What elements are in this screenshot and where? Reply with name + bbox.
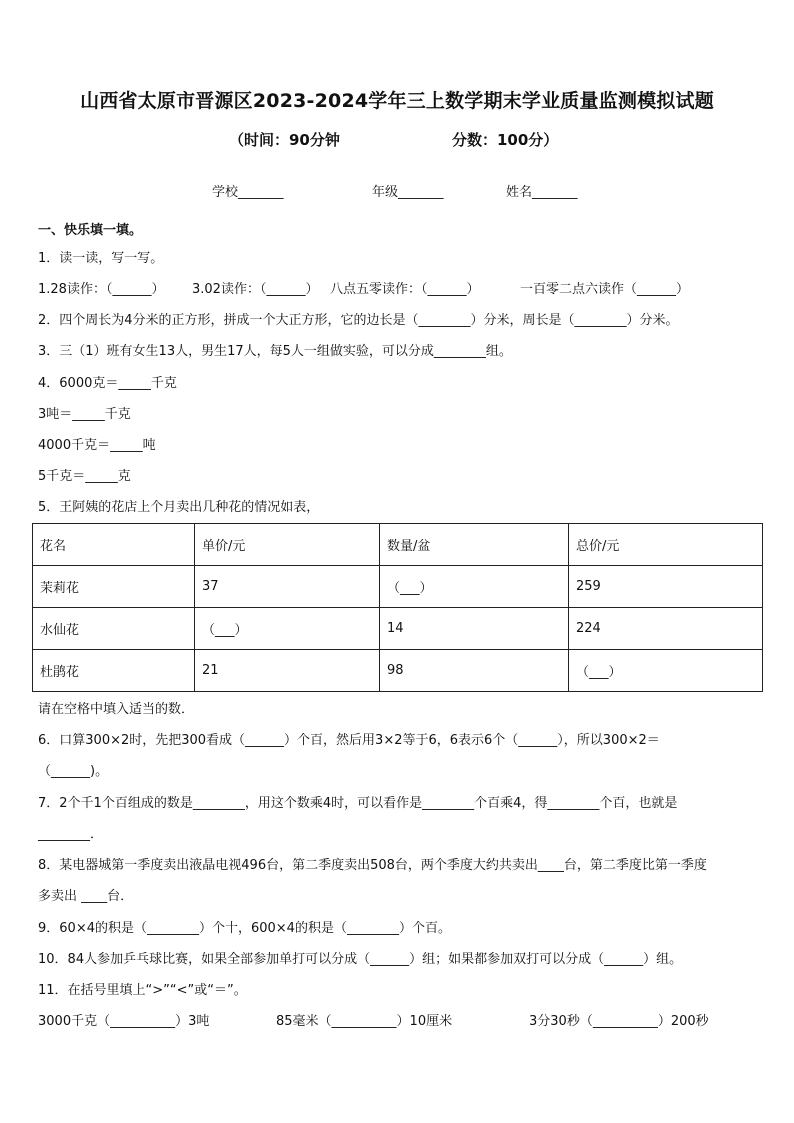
flower-sales-table	[32, 523, 763, 692]
question-11c: 3分30秒（__________）200秒	[529, 1014, 709, 1029]
section-heading: 一、快乐填一填。	[38, 223, 143, 238]
question-6-line1: 6．口算300×2时，先把300看成（______）个百，然后用3×2等于6，6表示6个（______），所以300×2＝	[38, 733, 660, 748]
table-cell: 水仙花	[33, 608, 195, 650]
table-cell: 杜鹃花	[33, 650, 195, 692]
school-field: 学校_______	[212, 185, 284, 200]
table-cell: 茉莉花	[33, 566, 195, 608]
question-4c: 4000千克＝_____吨	[38, 438, 156, 453]
question-4d: 5千克＝_____克	[38, 469, 131, 484]
exam-time: （时间：90分钟	[229, 131, 340, 149]
question-1: 1．读一读，写一写。	[38, 251, 164, 266]
table-header: 总价/元	[569, 524, 763, 566]
question-8-line2: 多卖出 ____台．	[38, 889, 134, 904]
table-row	[33, 566, 763, 608]
table-header: 花名	[33, 524, 195, 566]
exam-score: 分数：100分）	[452, 131, 559, 149]
question-4a: 4．6000克＝_____千克	[38, 376, 177, 391]
table-cell: 98	[380, 650, 569, 692]
question-5: 5．王阿姨的花店上个月卖出几种花的情况如表，	[38, 500, 320, 515]
table-cell: （___）	[380, 566, 569, 608]
question-6-line2: （______)。	[38, 764, 109, 779]
question-1c: 八点五零读作：（______）	[330, 282, 480, 297]
question-5-note: 请在空格中填入适当的数．	[38, 702, 195, 717]
table-cell: 37	[195, 566, 380, 608]
question-10: 10．84人参加乒乓球比赛，如果全部参加单打可以分成（______）组；如果都参加双打可以分成（______）组。	[38, 952, 683, 967]
table-header: 数量/盆	[380, 524, 569, 566]
table-cell: 224	[569, 608, 763, 650]
question-1a: 1.28读作：（______）	[38, 282, 165, 297]
name-field: 姓名_______	[506, 185, 578, 200]
table-cell: 259	[569, 566, 763, 608]
table-row	[33, 608, 763, 650]
question-3: 3．三（1）班有女生13人，男生17人，每5人一组做实验，可以分成________组。	[38, 344, 512, 359]
question-11a: 3000千克（__________）3吨	[38, 1014, 210, 1029]
table-header: 单价/元	[195, 524, 380, 566]
question-9: 9．60×4的积是（________）个十，600×4的积是（________）个百。	[38, 921, 451, 936]
question-4b: 3吨＝_____千克	[38, 407, 131, 422]
page-title: 山西省太原市晋源区2023-2024学年三上数学期末学业质量监测模拟试题	[80, 90, 714, 112]
question-11b: 85毫米（__________）10厘米	[276, 1014, 453, 1029]
grade-field: 年级_______	[372, 185, 444, 200]
question-7-line1: 7．2个千1个百组成的数是________，用这个数乘4时，可以看作是________个百乘4，得________个百，也就是	[38, 796, 678, 811]
question-7-line2: ________．	[38, 827, 104, 842]
table-cell: 21	[195, 650, 380, 692]
question-2: 2．四个周长为4分米的正方形，拼成一个大正方形，它的边长是（________）分米，周长是（________）分米。	[38, 313, 679, 328]
table-row	[33, 650, 763, 692]
question-1b: 3.02读作：（______）	[192, 282, 319, 297]
table-cell: 14	[380, 608, 569, 650]
table-cell: （___）	[569, 650, 763, 692]
question-11: 11．在括号里填上“>”“<”或“＝”。	[38, 983, 247, 998]
table-cell: （___）	[195, 608, 380, 650]
table-header-row	[33, 524, 763, 566]
question-8-line1: 8．某电器城第一季度卖出液晶电视496台，第二季度卖出508台，两个季度大约共卖出____台，第二季度比第一季度	[38, 858, 707, 873]
question-1d: 一百零二点六读作（______）	[520, 282, 690, 297]
